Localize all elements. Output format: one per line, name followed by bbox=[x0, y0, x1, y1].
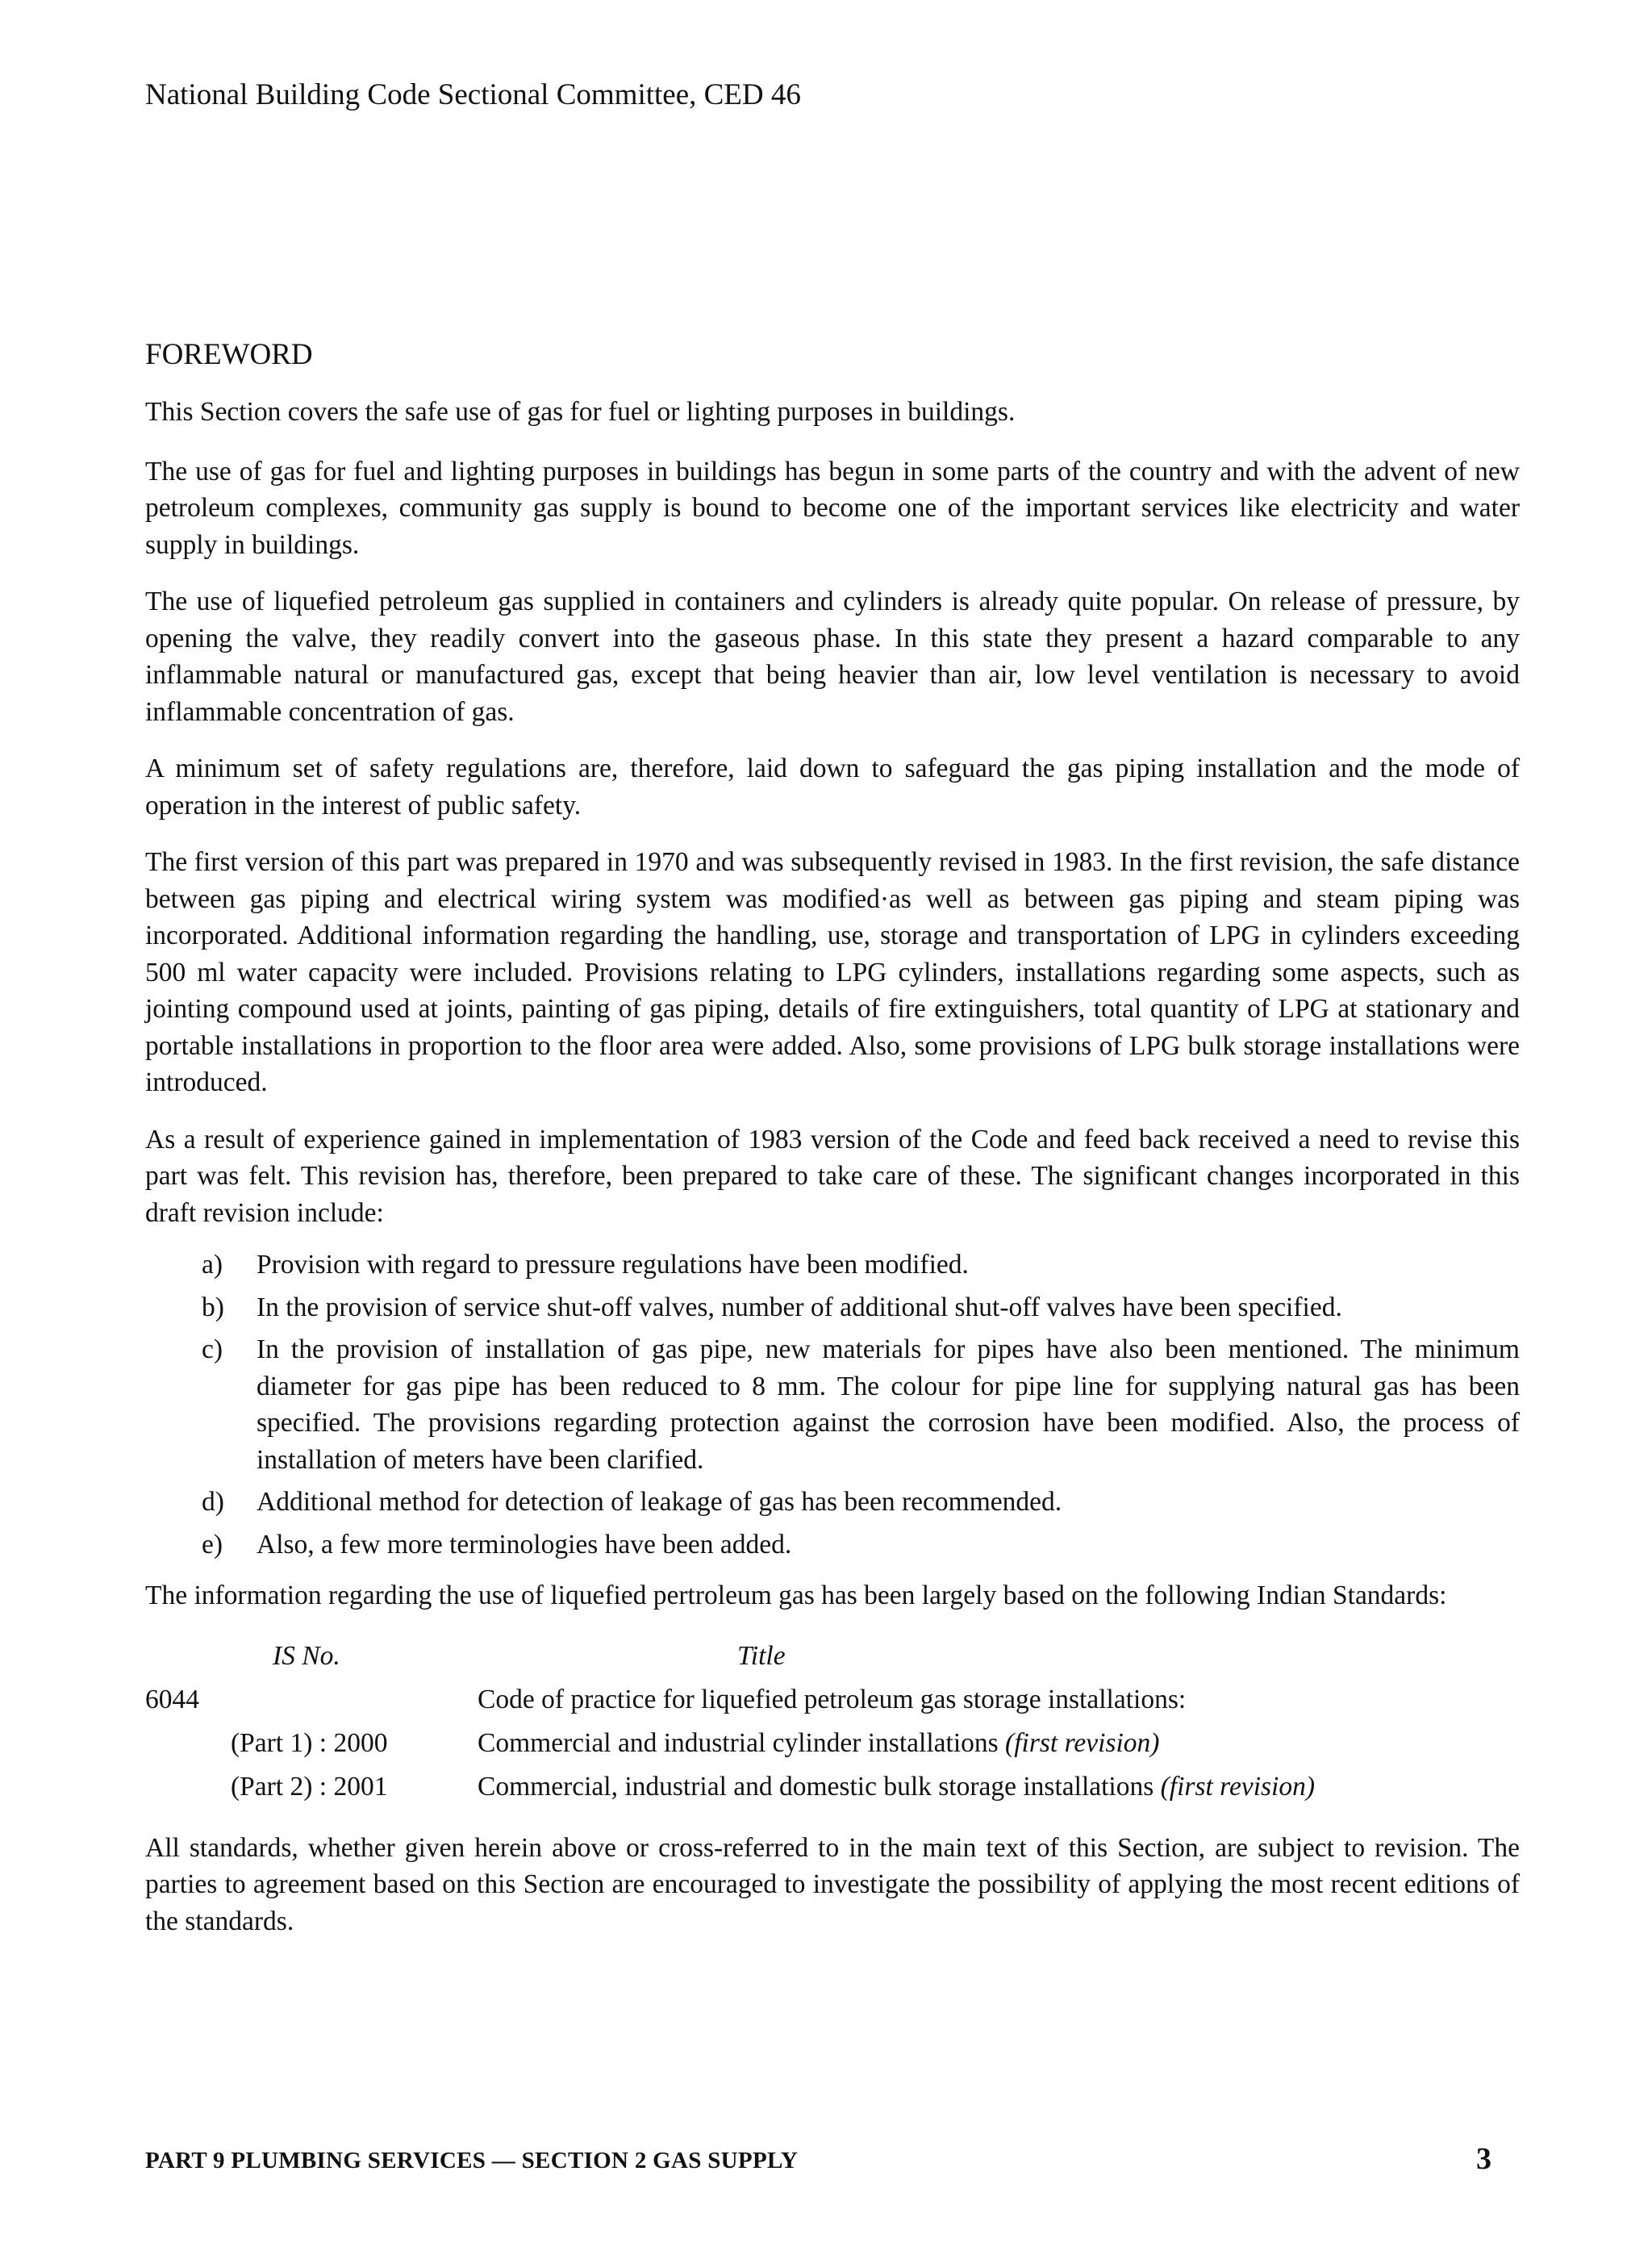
running-header: National Building Code Sectional Committee, CED 46 bbox=[145, 78, 801, 111]
paragraph-revision: As a result of experience gained in implementation of 1983 version of the Code and feed back received a need to revise this part was felt. This revision has, therefore, been prepared to take care of these. The significant changes incorporated in this draft revision include: bbox=[145, 1124, 1520, 1228]
standard-part-title bbox=[478, 1765, 1520, 1809]
paragraph-lpg: The use of liquefied petroleum gas supplied in containers and cylinders is already quite popular. On release of pressure, by opening the valve, they readily convert into the gaseous phase. In this state they present a hazard comparable to any inflammable natural or manufactured gas, except that being heavier than air, low level ventilation is necessary to avoid inflammable concentration of gas. bbox=[145, 587, 1520, 727]
standard-number: 6044 bbox=[145, 1684, 199, 1714]
foreword-body bbox=[145, 394, 1520, 1960]
list-marker: c) bbox=[202, 1334, 223, 1364]
column-header-is-no: IS No. bbox=[273, 1640, 340, 1671]
foreword-title: FOREWORD bbox=[145, 338, 313, 371]
list-item-text: Also, a few more terminologies have been added. bbox=[257, 1529, 792, 1560]
list-item-text: Additional method for detection of leakage of gas has been recommended. bbox=[257, 1487, 1062, 1517]
paragraph-scope: This Section covers the safe use of gas for fuel or lighting purposes in buildings. bbox=[145, 397, 1016, 427]
standards-table bbox=[145, 1635, 1520, 1809]
paragraph-history: The first version of this part was prepared in 1970 and was subsequently revised in 1983. In the first revision, the safe distance between gas piping and electrical wiring system was modified·as well as between gas piping and steam piping was incorporated. Additional information regarding the handling, use, storage and transportation of LPG in cylinders exceeding 500 ml water capacity were included. Provisions relating to LPG cylinders, installations regarding some aspects, such as jointing compound used at joints, painting of gas piping, details of fire extinguishers, total quantity of LPG at stationary and portable installations in proportion to the floor area were added. Also, some provisions of LPG bulk storage installations were introduced. bbox=[145, 847, 1520, 1097]
list-item-text: In the provision of service shut-off valves, number of additional shut-off valves have been specified. bbox=[257, 1292, 1342, 1322]
table-header-row bbox=[145, 1635, 1520, 1678]
list-item-text: Provision with regard to pressure regulations have been modified. bbox=[257, 1250, 969, 1280]
list-item-text: In the provision of installation of gas pipe, new materials for pipes have also been mentioned. The minimum diameter for gas pipe has been reduced to 8 mm. The colour for pipe line for supplying natural gas has been specified. The provisions regarding protection against the corrosion have been modified. Also, the process of installation of meters have been clarified. bbox=[257, 1334, 1520, 1475]
list-item bbox=[145, 1484, 1520, 1521]
table-row bbox=[145, 1722, 1520, 1765]
list-item bbox=[145, 1526, 1520, 1564]
running-footer: PART 9 PLUMBING SERVICES — SECTION 2 GAS SUPPLY bbox=[145, 2148, 799, 2173]
standard-part: (Part 2) : 2001 bbox=[231, 1771, 388, 1802]
paragraph-safety: A minimum set of safety regulations are, therefore, laid down to safeguard the gas piping installation and the mode of operation in the interest of public safety. bbox=[145, 754, 1520, 821]
list-marker: a) bbox=[202, 1250, 223, 1280]
paragraph-gas-use: The use of gas for fuel and lighting purposes in buildings has begun in some parts of the country and with the advent of new petroleum complexes, community gas supply is bound to become one of the important services like electricity and water supply in buildings. bbox=[145, 456, 1520, 560]
part-title-text: Commercial and industrial cylinder installations bbox=[478, 1727, 999, 1758]
part-title-text: Commercial, industrial and domestic bulk storage installations bbox=[478, 1771, 1154, 1802]
page-number: 3 bbox=[1476, 2142, 1491, 2176]
column-header-title: Title bbox=[737, 1640, 786, 1671]
changes-list bbox=[145, 1246, 1520, 1563]
standard-part: (Part 1) : 2000 bbox=[231, 1727, 388, 1758]
table-row bbox=[145, 1678, 1520, 1722]
list-marker: e) bbox=[202, 1529, 223, 1560]
list-item bbox=[145, 1331, 1520, 1478]
part-revision-note: (first revision) bbox=[1005, 1727, 1160, 1758]
list-item bbox=[145, 1246, 1520, 1284]
standard-title: Code of practice for liquefied petroleum gas storage installations: bbox=[478, 1684, 1187, 1714]
standard-part-title bbox=[478, 1722, 1520, 1765]
part-revision-note: (first revision) bbox=[1160, 1771, 1316, 1802]
list-marker: d) bbox=[202, 1487, 224, 1517]
paragraph-standards-intro: The information regarding the use of liquefied pertroleum gas has been largely based on the following Indian Standards: bbox=[145, 1580, 1447, 1610]
paragraph-closing: All standards, whether given herein above or cross-referred to in the main text of this Section, are subject to revision. The parties to agreement based on this Section are encouraged to investigate the possibility of applying the most recent editions of the standards. bbox=[145, 1832, 1520, 1936]
table-row bbox=[145, 1765, 1520, 1809]
list-item bbox=[145, 1289, 1520, 1326]
list-marker: b) bbox=[202, 1292, 224, 1322]
